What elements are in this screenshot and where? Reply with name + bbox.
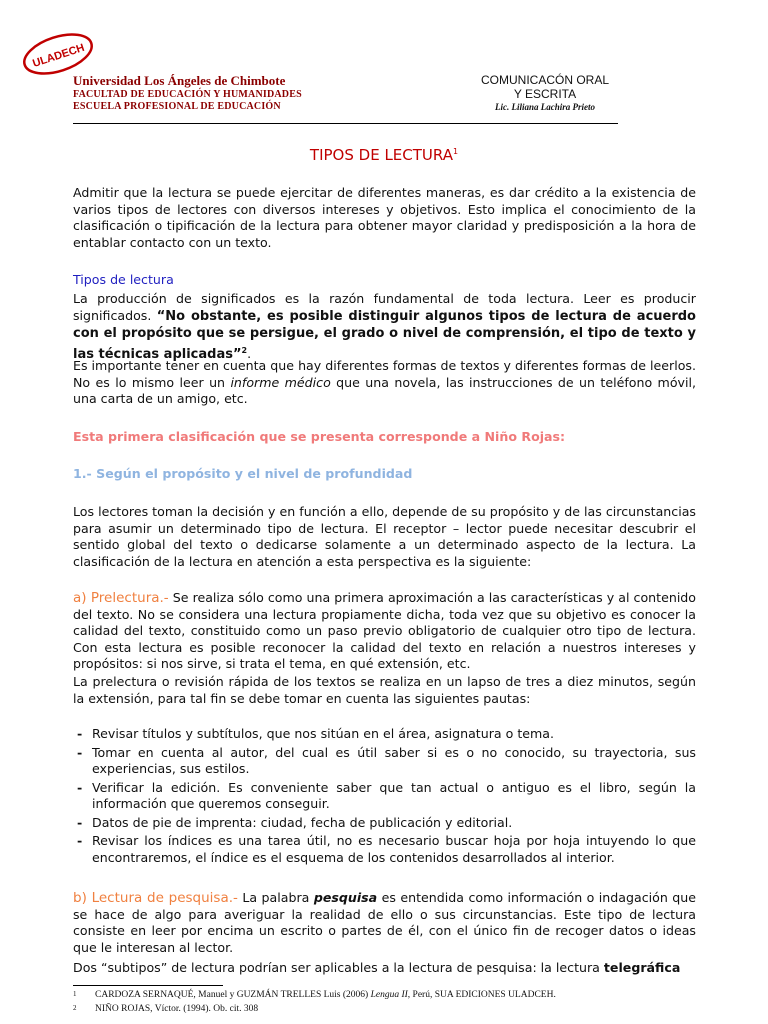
pesquisa-text-end: es entendida como información o indagación que se hace de algo para averiguar la realidad de ello o sus circunstancias. Este tipo de lectura consiste en leer por encima un escrito o partes de él, con el único fin de recoger datos o ideas que le interesan al lector.: [73, 890, 696, 955]
guideline-item: - Tomar en cuenta al autor, del cual es útil saber si es o no conocido, su trayectoria, sus experiencias, sus estilos.: [73, 745, 696, 778]
footnote-1: [73, 990, 556, 1000]
footnote-2-number: 2: [73, 1004, 77, 1012]
footnote-1-italic: Lengua II: [370, 990, 408, 1000]
guideline-item: - Verificar la edición. Es conveniente saber que tan actual o antiguo es el libro, según la información que queremos conseguir.: [73, 780, 696, 813]
university-name: Universidad Los Ángeles de Chimbote: [73, 73, 286, 88]
classification-heading: Esta primera clasificación que se presenta corresponde a Niño Rojas:: [73, 429, 566, 444]
guideline-item: - Revisar los índices es una tarea útil, no es necesario buscar hoja por hoja intuyendo lo que encontraremos, el índice es el esquema de los contenidos desarrollados al interior.: [73, 833, 696, 866]
footnote-divider: [73, 985, 223, 986]
school-name: ESCUELA PROFESIONAL DE EDUCACIÓN: [73, 101, 281, 112]
footnote-1-text-start: CARDOZA SERNAQUÉ, Manuel y GUZMÁN TRELLES Luis (2006): [95, 990, 371, 1000]
tipos-paragraph-2: [73, 358, 696, 408]
pesquisa-paragraph: [73, 890, 696, 956]
title-footnote-ref: 1: [452, 147, 459, 156]
pesquisa-keyword: pesquisa: [313, 890, 378, 905]
course-title-line2: Y ESCRITA: [513, 87, 577, 101]
footnote-2-text: NIÑO ROJAS, Víctor. (1994). Ob. cit. 308: [95, 1004, 259, 1014]
header-divider: [73, 123, 618, 124]
pesquisa-p2-start: Dos “subtipos” de lectura podrían ser aplicables a la lectura de pesquisa: la lectura: [73, 960, 604, 975]
prelectura-guidelines: [73, 726, 696, 868]
teacher-name: Lic. Liliana Lachira Prieto: [495, 102, 595, 112]
section1-paragraph: Los lectores toman la decisión y en función a ello, depende de su propósito y de las circunstancias para asumir un determinado tipo de lectura. El receptor – lector puede necesitar descubrir el sentido global del texto o dedicarse solamente a un determinado aspecto de la lectura. La clasificación de la lectura en atención a esta perspectiva es la siguiente:: [73, 504, 696, 569]
course-title-line1: COMUNICACÓN ORAL: [480, 73, 609, 87]
guideline-item: - Datos de pie de imprenta: ciudad, fecha de publicación y editorial.: [73, 815, 696, 832]
faculty-name: FACULTAD DE EDUCACIÓN Y HUMANIDADES: [73, 89, 302, 100]
guideline-item: - Revisar títulos y subtítulos, que nos sitúan en el área, asignatura o tema.: [73, 726, 696, 743]
section-heading-tipos: Tipos de lectura: [73, 272, 174, 287]
guidelines-list: [73, 726, 696, 866]
tipos-p1-end: .: [247, 345, 252, 361]
intro-paragraph: Admitir que la lectura se puede ejercitar de diferentes maneras, es dar crédito a la existencia de varios tipos de lectores con diversos intereses y objetivos. Esto implica el conocimiento de la clasificación o tipificación de la lectura para obtener mayor claridad y predisposición a la hora de entablar contacto con un texto.: [73, 185, 696, 250]
prelectura-paragraph: [73, 590, 696, 673]
footnote-ref-2: 2: [241, 345, 248, 355]
uladech-logo: [20, 32, 96, 76]
page-title: [0, 146, 768, 164]
tipos-p2-end: que una novela, las instrucciones de un teléfono móvil, una carta de un amigo, etc.: [73, 374, 696, 406]
footnote-2: [73, 1004, 258, 1014]
pesquisa-label: b) Lectura de pesquisa.-: [73, 890, 238, 906]
prelectura-text: Se realiza sólo como una primera aproximación a las características y al contenido del texto. No se considera una lectura propiamente dicha, toda vez que su objetivo es conocer la calidad del texto, constituido como un paso previo obligatorio de cualquier otro tipo de lectura. Con esta lectura es posible reconocer la calidad del texto en relación a nuestros intereses y propósitos: si nos sirve, si trata el tema, en qué extensión, etc.: [73, 590, 697, 671]
footnote-1-number: 1: [73, 990, 77, 998]
prelectura-label: a) Prelectura.-: [73, 590, 169, 606]
tipos-p1-quote: “No obstante, es posible distinguir algunos tipos de lectura de acuerdo con el propósito que se persigue, el grado o nivel de comprensión, el tipo de texto y las técnicas aplicadas”: [73, 308, 696, 362]
tipos-p2-start: Es importante tener en cuenta que hay diferentes formas de textos y diferentes formas de leerlos. No es lo mismo leer un: [73, 358, 696, 390]
logo-text: ULADECH: [31, 41, 87, 70]
section1-heading: 1.- Según el propósito y el nivel de profundidad: [73, 466, 413, 481]
pesquisa-p2-bold: telegráfica: [603, 960, 681, 975]
pesquisa-paragraph-2: [73, 960, 696, 977]
footnote-1-text-end: , Perú, SUA EDICIONES ULADCEH.: [407, 990, 556, 1000]
title-text: TIPOS DE LECTURA: [309, 146, 453, 164]
tipos-paragraph-1: [73, 291, 696, 363]
prelectura-paragraph-2: La prelectura o revisión rápida de los textos se realiza en un lapso de tres a diez minutos, según la extensión, para tal fin se debe tomar en cuenta las siguientes pautas:: [73, 674, 696, 706]
pesquisa-text-start: La palabra: [237, 890, 314, 905]
tipos-p2-italic: informe médico: [230, 374, 331, 390]
tipos-p1-start: La producción de significados es la razón fundamental de toda lectura. Leer es producir significados.: [73, 291, 696, 323]
